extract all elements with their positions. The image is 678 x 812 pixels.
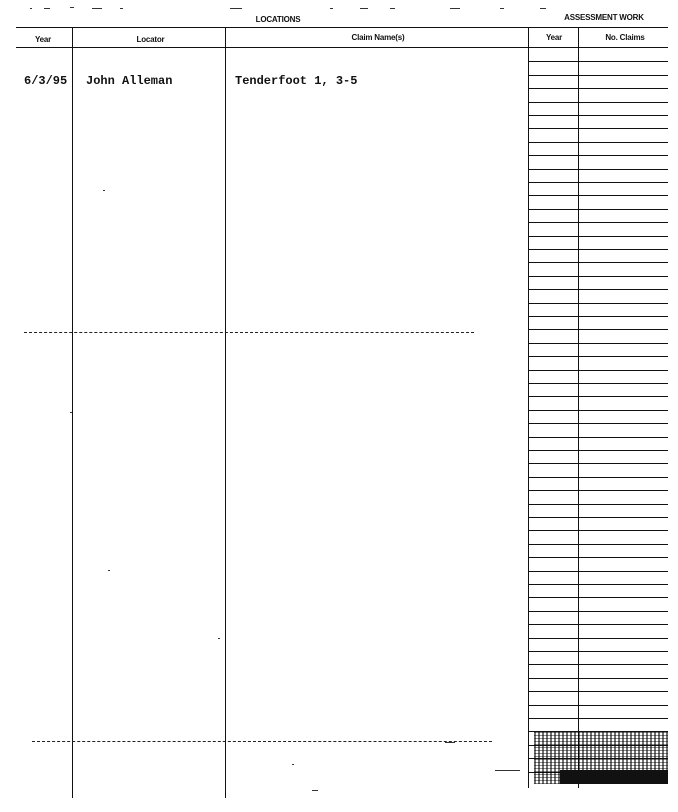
assessment-rule-line: [528, 624, 668, 625]
assessment-rule-line: [528, 584, 668, 585]
scan-speck: [292, 764, 294, 765]
assessment-rule-line: [528, 571, 668, 572]
assessment-rule-line: [528, 182, 668, 183]
assessment-rule-line: [528, 423, 668, 424]
assessment-rule-line: [528, 195, 668, 196]
assessment-rule-line: [528, 664, 668, 665]
assessment-rule-line: [528, 222, 668, 223]
assessment-rule-line: [528, 303, 668, 304]
assessment-rule-line: [528, 343, 668, 344]
assessment-rule-line: [528, 691, 668, 692]
assessment-rule-line: [528, 490, 668, 491]
assessment-rule-line: [528, 115, 668, 116]
scan-speck: [70, 412, 72, 413]
assessment-rule-line: [528, 61, 668, 62]
column-header-assessment-year: Year: [545, 33, 563, 42]
assessment-rule-line: [528, 410, 668, 411]
assessment-rule-line: [528, 276, 668, 277]
scan-speck: [312, 790, 318, 791]
assessment-rule-line: [528, 262, 668, 263]
assessment-rule-line: [528, 169, 668, 170]
assessment-rule-line: [528, 597, 668, 598]
assessment-rule-line: [528, 316, 668, 317]
scan-speck: [108, 570, 110, 571]
assessment-rule-line: [528, 249, 668, 250]
assessment-rule-line: [528, 517, 668, 518]
scan-noise-dark-bar: [560, 770, 668, 784]
assessment-rule-line: [528, 329, 668, 330]
assessment-rule-line: [528, 396, 668, 397]
assessment-rule-line: [528, 370, 668, 371]
assessment-rule-line: [528, 504, 668, 505]
assessment-rule-line: [528, 383, 668, 384]
assessment-rule-line: [528, 437, 668, 438]
column-header-locator: Locator: [136, 35, 165, 44]
divider-year-locator: [72, 28, 73, 798]
scan-speck: [103, 190, 105, 191]
assessment-rule-line: [528, 102, 668, 103]
header-top-rule: [16, 27, 668, 28]
assessment-rule-line: [528, 530, 668, 531]
assessment-rule-line: [528, 289, 668, 290]
scan-speck: [218, 638, 220, 639]
scan-noise-top: [30, 6, 670, 12]
dashed-separator-bottom: [32, 741, 492, 742]
assessment-rule-line: [528, 209, 668, 210]
assessment-rule-line: [528, 75, 668, 76]
locations-header: LOCATIONS: [255, 15, 301, 24]
assessment-rule-line: [528, 142, 668, 143]
assessment-rule-line: [528, 128, 668, 129]
assessment-rule-line: [528, 611, 668, 612]
entry-claim-names: Tenderfoot 1, 3-5: [235, 74, 358, 88]
assessment-rule-line: [528, 88, 668, 89]
dashed-separator-middle: [24, 332, 474, 333]
assessment-rule-line: [528, 544, 668, 545]
assessment-rule-line: [528, 651, 668, 652]
assessment-rule-line: [528, 463, 668, 464]
scan-speck: [495, 770, 520, 771]
assessment-rule-line: [528, 356, 668, 357]
assessment-rule-line: [528, 638, 668, 639]
assessment-rule-line: [528, 477, 668, 478]
assessment-rule-line: [528, 450, 668, 451]
column-header-no-claims: No. Claims: [605, 33, 645, 42]
assessment-rule-line: [528, 678, 668, 679]
assessment-work-header: ASSESSMENT WORK: [564, 13, 644, 22]
assessment-work-grid: [528, 48, 668, 788]
entry-year: 6/3/95: [24, 74, 68, 88]
assessment-rule-line: [528, 557, 668, 558]
assessment-rule-line: [528, 705, 668, 706]
assessment-rule-line: [528, 155, 668, 156]
entry-locator: John Alleman: [86, 74, 173, 88]
assessment-rule-line: [528, 236, 668, 237]
divider-locator-claims: [225, 28, 226, 798]
column-header-claim-names: Claim Name(s): [351, 33, 405, 42]
column-header-year: Year: [34, 35, 52, 44]
assessment-rule-line: [528, 718, 668, 719]
scan-speck: [445, 742, 455, 743]
